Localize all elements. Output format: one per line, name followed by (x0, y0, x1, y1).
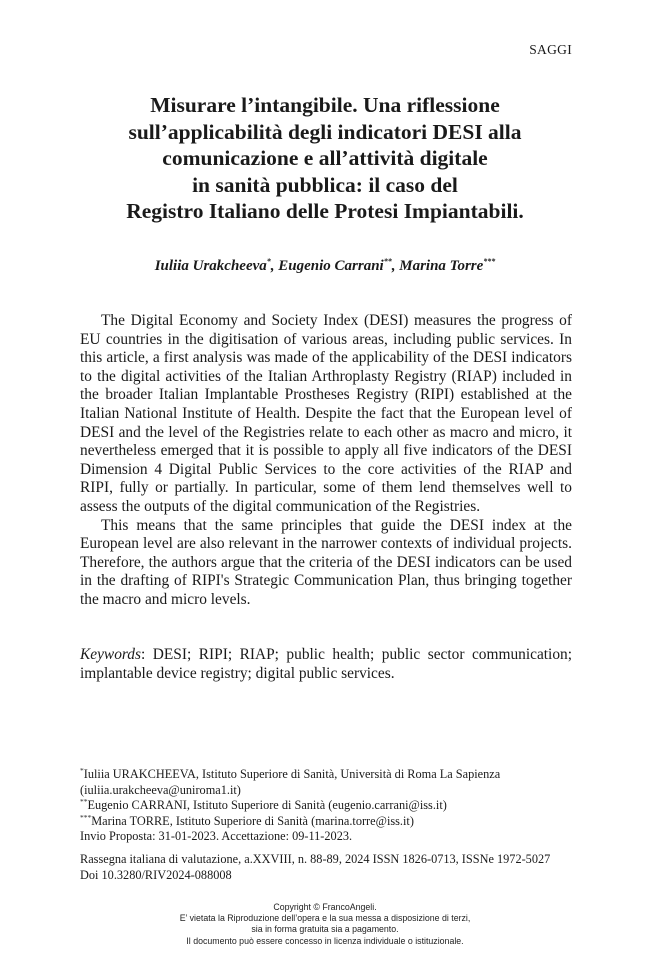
submission-dates: Invio Proposta: 31-01-2023. Accettazione: 09-11-2023. (80, 829, 353, 844)
author-footnote-mark: * (266, 257, 271, 266)
author-separator: , (391, 258, 400, 274)
citation-line: Rassegna italiana di valutazione, a.XXVIII, n. 88-89, 2024 ISSN 1826-0713, ISSNe 1972-5027 (80, 852, 551, 866)
author-separator: , (270, 258, 279, 274)
title-line: sull’applicabilità degli indicatori DESI alla (128, 119, 522, 144)
footnote (80, 798, 580, 814)
article-title (60, 92, 590, 225)
abstract-paragraph: This means that the same principles that guide the DESI index at the European level are also relevant in the narrower contexts of individual projects. Therefore, the authors argue that the criteria of the DESI indicators can be used in the drafting of RIPI's Strategic Communication Plan, thus bringing together the macro and micro levels. (80, 516, 572, 608)
keywords (80, 646, 572, 683)
copyright-notice (0, 902, 650, 947)
copyright-line: Il documento può essere concesso in licenza individuale o istituzionale. (186, 935, 464, 946)
doi-line: Doi 10.3280/RIV2024-088008 (80, 867, 232, 882)
keywords-label: Keywords (80, 646, 141, 663)
journal-citation (80, 852, 580, 883)
footnote-text: Iuliia URAKCHEEVA, Istituto Superiore di Sanità, Università di Roma La Sapienza (iuliia.urakcheeva@uniroma1.it) (80, 767, 501, 797)
footnote (80, 767, 580, 798)
author-name: Eugenio Carrani (278, 258, 384, 274)
footnote-mark: * (80, 765, 84, 775)
copyright-line: Copyright © FrancoAngeli. (273, 902, 377, 912)
author-footnote-mark: ** (383, 257, 392, 266)
footnotes (80, 767, 580, 845)
section-header: SAGGI (529, 42, 572, 57)
footnote-mark: ** (80, 797, 88, 807)
author-line (60, 258, 590, 275)
title-line: in sanità pubblica: il caso del (192, 172, 458, 197)
footnote-text: Eugenio CARRANI, Istituto Superiore di Sanità (eugenio.carrani@iss.it) (87, 798, 447, 813)
author-name: Iuliia Urakcheeva (154, 258, 267, 274)
footnote-mark: *** (80, 812, 92, 822)
title-line: Registro Italiano delle Protesi Impiantabili. (126, 199, 524, 223)
footnote-text: Marina TORRE, Istituto Superiore di Sanità (marina.torre@iss.it) (91, 813, 414, 828)
abstract-paragraph: The Digital Economy and Society Index (DESI) measures the progress of EU countries in the digitisation of various areas, including public services. In this article, a first analysis was made of the applicability of the DESI indicators to the digital activities of the Italian Arthroplasty Registry (RIAP) included in the broader Italian Implantable Prostheses Registry (RIPI) established at the Italian National Institute of Health. Despite the fact that the European level of DESI and the level of the Registries relate to each other as macro and micro, it nevertheless emerged that it is possible to apply all five indicators of the DESI Dimension 4 Digital Public Services to the core activities of the RIAP and RIPI, fully or partially. In particular, some of them lend themselves well to assess the outputs of the digital communication of the Registries. (80, 312, 572, 515)
copyright-line: sia in forma gratuita sia a pagamento. (251, 924, 399, 935)
footnote (80, 814, 580, 830)
keywords-text: : DESI; RIPI; RIAP; public health; public sector communication; implantable device registry; digital public services. (80, 646, 572, 682)
title-line: comunicazione e all’attività digitale (162, 146, 488, 170)
title-line: Misurare l’intangibile. Una riflessione (150, 93, 500, 117)
author-name: Marina Torre (399, 258, 484, 274)
author-footnote-mark: *** (483, 257, 496, 266)
copyright-line: E’ vietata la Riproduzione dell’opera e la sua messa a disposizione di terzi, (179, 913, 471, 924)
abstract (80, 312, 572, 610)
